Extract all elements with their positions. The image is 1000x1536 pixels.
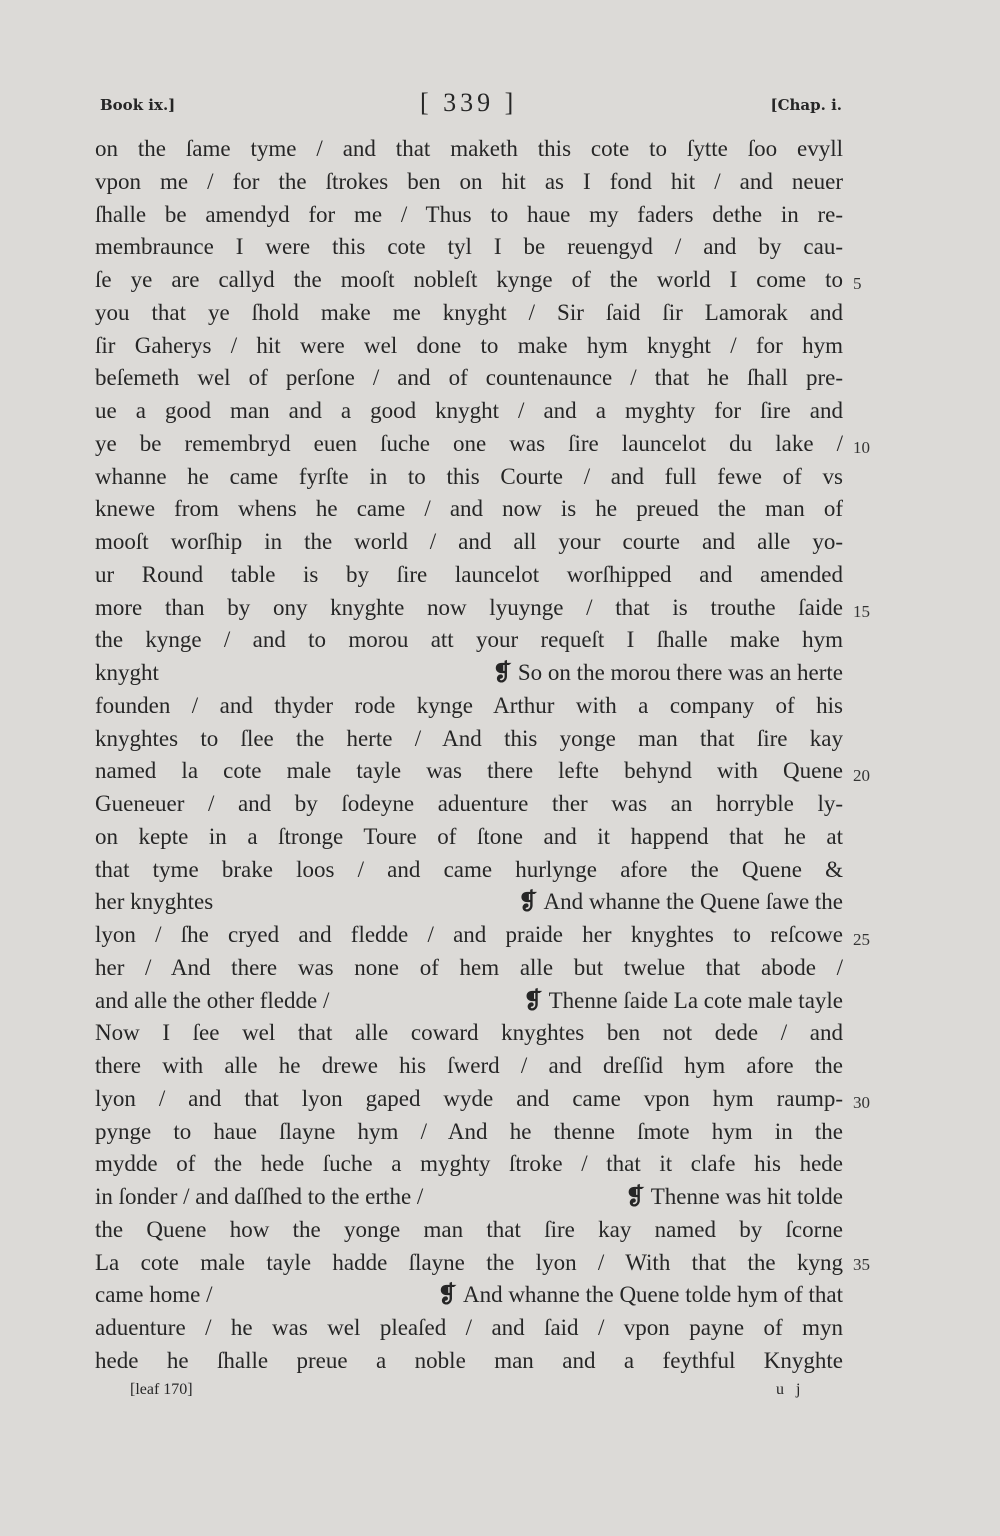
text-line: aduenture / he was wel pleaſed / and ſaid / vpon payne of myn [95, 1315, 843, 1340]
paragraph-mark-icon: ❡ [492, 660, 512, 685]
text-line: there with alle he drewe his ſwerd / and dreſſid hym afore the [95, 1053, 843, 1078]
line-number: 30 [853, 1093, 870, 1112]
line-left: her knyghtes [95, 889, 214, 915]
line-right: ❡ So on the morou there was an herte [492, 660, 843, 685]
page-number: [ 339 ] [420, 88, 518, 117]
text-line-paragraph-break [95, 657, 843, 690]
paragraph-mark-icon: ❡ [523, 987, 543, 1013]
text-line-paragraph-break [95, 1279, 843, 1312]
body-text [95, 133, 843, 1378]
text-line: lyon / and that lyon gaped wyde and came vpon hym raump- [95, 1085, 843, 1111]
text-line: whanne he came fyrſte in to this Courte / and full fewe of vs [95, 463, 843, 489]
text-line: ſir Gaherys / hit were wel done to make hym knyght / for hym [95, 332, 843, 358]
text-line: the Quene how the yonge man that ſire kay named by ſcorne [95, 1216, 843, 1242]
text-line: Gueneuer / and by ſodeyne aduenture ther was an horryble ly- [95, 791, 843, 816]
line-number: 35 [853, 1255, 870, 1274]
line-left: in ſonder / and daſſhed to the erthe / [95, 1184, 424, 1209]
text-line: mooſt worſhip in the world / and all your courte and alle yo- [95, 529, 843, 554]
text-line: that tyme brake loos / and came hurlynge afore the Quene & [95, 856, 843, 882]
paragraph-mark-icon: ❡ [518, 889, 538, 915]
text-line-paragraph-break [95, 1181, 843, 1214]
text-line: knewe from whens he came / and now is he preued the man of [95, 496, 843, 522]
text-line: ur Round table is by ſire launcelot worſhipped and amended [95, 561, 843, 587]
text-line: you that ye ſhold make me knyght / Sir ſaid ſir Lamorak and [95, 299, 843, 325]
paragraph-mark-icon: ❡ [625, 1184, 645, 1209]
text-line-paragraph-break [95, 985, 843, 1018]
text-line: the kynge / and to morou att your requeſt I ſhalle make hym [95, 627, 843, 653]
running-head-chapter: [Chap. i. [770, 96, 842, 114]
text-line: ſhalle be amendyd for me / Thus to haue my faders dethe in re- [95, 201, 843, 227]
line-right: ❡ Thenne was hit tolde [625, 1184, 843, 1209]
line-left: and alle the other fledde / [95, 987, 330, 1013]
paragraph-mark-icon: ❡ [437, 1282, 457, 1308]
text-line: ue a good man and a good knyght / and a myghty for ſire and [95, 398, 843, 423]
text-line: on kepte in a ſtronge Toure of ſtone and it happend that he at [95, 823, 843, 849]
text-line: knyghtes to ſlee the herte / And this yonge man that ſire kay [95, 725, 843, 751]
line-number: 5 [853, 274, 862, 293]
leaf-reference: [leaf 170] [130, 1381, 193, 1398]
line-right: ❡ And whanne the Quene tolde hym of that [437, 1282, 843, 1308]
text-line: beſemeth wel of perſone / and of countenaunce / that he ſhall pre- [95, 365, 843, 391]
line-right: ❡ And whanne the Quene ſawe the [518, 889, 843, 915]
line-number: 20 [853, 766, 870, 785]
line-number: 15 [853, 602, 870, 621]
running-head-book: Book ix.] [100, 96, 176, 114]
text-line: pynge to haue ſlayne hym / And he thenne ſmote hym in the [95, 1118, 843, 1144]
signature-mark: u j [776, 1381, 805, 1398]
line-right: ❡ Thenne ſaide La cote male tayle [523, 987, 843, 1013]
text-line: ſe ye are callyd the mooſt nobleſt kynge of the world I come to [95, 267, 843, 292]
line-left: came home / [95, 1282, 213, 1308]
text-line: her / And there was none of hem alle but twelue that abode / [95, 954, 843, 980]
text-line: lyon / ſhe cryed and fledde / and praide her knyghtes to reſcowe [95, 922, 843, 947]
line-left: knyght [95, 660, 159, 685]
text-line: on the ſame tyme / and that maketh this cote to ſytte ſoo evyll [95, 136, 843, 161]
text-line: founden / and thyder rode kynge Arthur with a company of his [95, 692, 843, 718]
line-number: 25 [853, 930, 870, 949]
text-line: hede he ſhalle preue a noble man and a feythful Knyghte [95, 1347, 843, 1373]
text-line: La cote male tayle hadde ſlayne the lyon / With that the kyng [95, 1249, 843, 1275]
text-line-paragraph-break [95, 886, 843, 919]
text-line: Now I ſee wel that alle coward knyghtes ben not dede / and [95, 1020, 843, 1046]
text-line: mydde of the hede ſuche a myghty ſtroke / that it clafe his hede [95, 1151, 843, 1177]
text-line: named la cote male tayle was there lefte behynd with Quene [95, 758, 843, 784]
text-line: vpon me / for the ſtrokes ben on hit as I fond hit / and neuer [95, 168, 843, 194]
line-number: 10 [853, 438, 870, 457]
text-line: membraunce I were this cote tyl I be reuengyd / and by cau- [95, 234, 843, 260]
text-line: more than by ony knyghte now lyuynge / that is trouthe ſaide [95, 594, 843, 620]
text-line: ye be remembryd euen ſuche one was ſire launcelot du lake / [95, 430, 843, 456]
